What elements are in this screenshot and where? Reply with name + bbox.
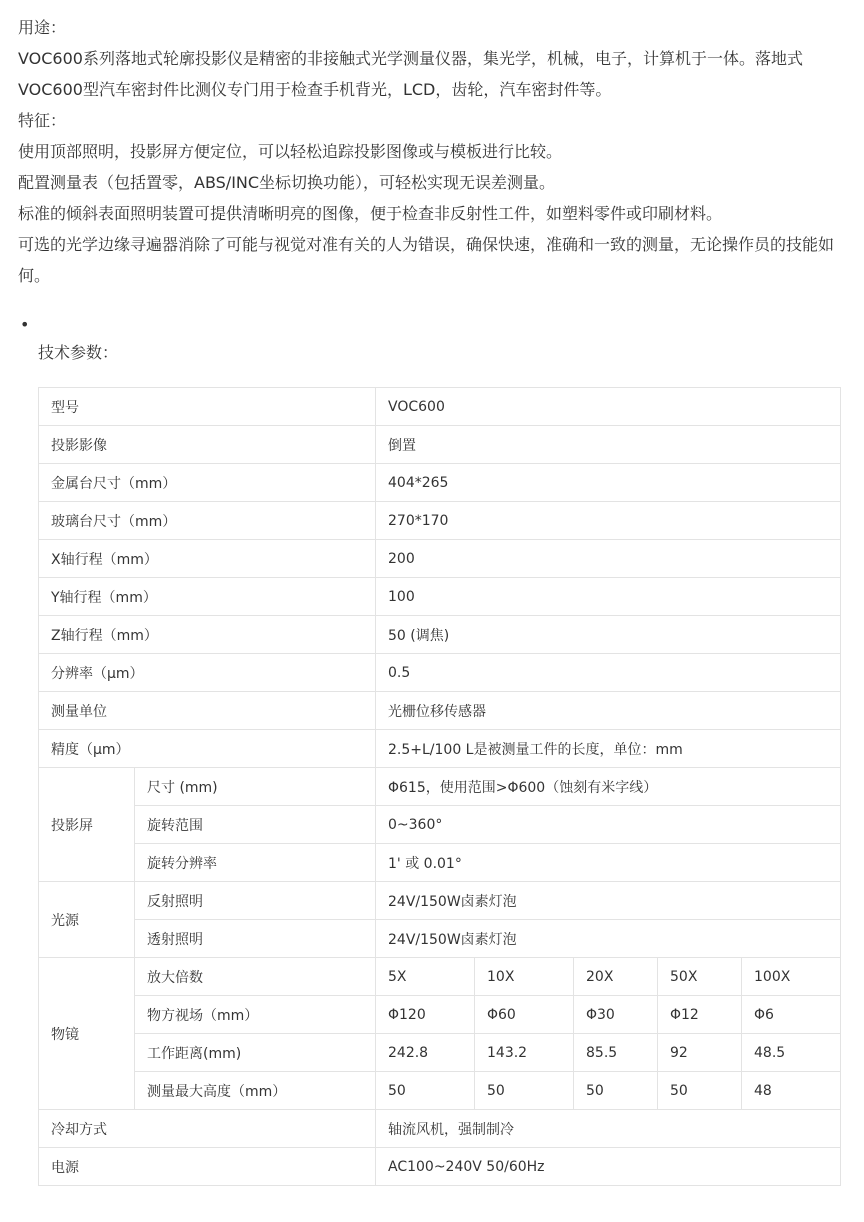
- table-row: [39, 768, 841, 806]
- table-row: [39, 616, 841, 654]
- spec-value: 光栅位移传感器: [376, 692, 841, 730]
- table-row: [39, 692, 841, 730]
- table-row: [39, 730, 841, 768]
- spec-value: Φ30: [574, 996, 658, 1034]
- spec-label: 电源: [39, 1148, 376, 1186]
- table-row: [39, 844, 841, 882]
- spec-value: 20X: [574, 958, 658, 996]
- table-row: [39, 1110, 841, 1148]
- usage-heading: 用途：: [18, 18, 67, 37]
- spec-label: 冷却方式: [39, 1110, 376, 1148]
- spec-value: 24V/150W卤素灯泡: [376, 920, 841, 958]
- spec-label: 测量单位: [39, 692, 376, 730]
- spec-value: 50: [658, 1072, 742, 1110]
- spec-group-label: 物镜: [39, 958, 135, 1110]
- feature-item: 标准的倾斜表面照明装置可提供清晰明亮的图像，便于检查非反射性工件，如塑料零件或印刷材料。: [18, 204, 723, 223]
- spec-value: 10X: [475, 958, 574, 996]
- spec-group-label: 投影屏: [39, 768, 135, 882]
- table-row: [39, 654, 841, 692]
- table-row: [39, 426, 841, 464]
- spec-label: 反射照明: [135, 882, 376, 920]
- spec-value: 轴流风机，强制制冷: [376, 1110, 841, 1148]
- spec-label: 金属台尺寸（mm）: [39, 464, 376, 502]
- spec-section: [18, 311, 846, 367]
- spec-value: Φ120: [376, 996, 475, 1034]
- spec-label: 旋转范围: [135, 806, 376, 844]
- spec-value: 50: [376, 1072, 475, 1110]
- spec-value: 50X: [658, 958, 742, 996]
- spec-value: 50: [475, 1072, 574, 1110]
- bullet-icon: •: [20, 315, 30, 334]
- spec-label: 分辨率（μm）: [39, 654, 376, 692]
- spec-table: [38, 387, 841, 1186]
- spec-value: 50 (调焦): [376, 616, 841, 654]
- spec-label: 尺寸 (mm): [135, 768, 376, 806]
- spec-value: 143.2: [475, 1034, 574, 1072]
- spec-label: 型号: [39, 388, 376, 426]
- features-heading: 特征：: [18, 111, 67, 130]
- spec-value: 2.5+L/100 L是被测量工件的长度，单位：mm: [376, 730, 841, 768]
- spec-label: Y轴行程（mm）: [39, 578, 376, 616]
- spec-value: AC100~240V 50/60Hz: [376, 1148, 841, 1186]
- spec-value: 0~360°: [376, 806, 841, 844]
- feature-item: 配置测量表（包括置零，ABS/INC坐标切换功能），可轻松实现无误差测量。: [18, 173, 556, 192]
- table-row: [39, 882, 841, 920]
- spec-value: Φ12: [658, 996, 742, 1034]
- spec-value: 242.8: [376, 1034, 475, 1072]
- spec-label: 放大倍数: [135, 958, 376, 996]
- spec-value: 5X: [376, 958, 475, 996]
- spec-value: 404*265: [376, 464, 841, 502]
- spec-label: 投影影像: [39, 426, 376, 464]
- spec-value: 200: [376, 540, 841, 578]
- usage-text: VOC600系列落地式轮廓投影仪是精密的非接触式光学测量仪器，集光学，机械，电子，计算机于一体。落地式VOC600型汽车密封件比测仪专门用于检查手机背光，LCD，齿轮，汽车密封件等。: [18, 49, 803, 99]
- spec-value: 48: [742, 1072, 841, 1110]
- spec-label: Z轴行程（mm）: [39, 616, 376, 654]
- spec-label: 物方视场（mm）: [135, 996, 376, 1034]
- spec-title: 技术参数：: [38, 343, 119, 362]
- table-row: [39, 1148, 841, 1186]
- spec-value: Φ615，使用范围>Φ600（蚀刻有米字线）: [376, 768, 841, 806]
- table-row: [39, 464, 841, 502]
- spec-value: 270*170: [376, 502, 841, 540]
- spec-value: 85.5: [574, 1034, 658, 1072]
- spec-value: 24V/150W卤素灯泡: [376, 882, 841, 920]
- table-row: [39, 388, 841, 426]
- spec-value: 0.5: [376, 654, 841, 692]
- table-row: [39, 1034, 841, 1072]
- table-row: [39, 1072, 841, 1110]
- table-row: [39, 920, 841, 958]
- table-row: [39, 958, 841, 996]
- table-row: [39, 996, 841, 1034]
- spec-label: X轴行程（mm）: [39, 540, 376, 578]
- table-row: [39, 502, 841, 540]
- spec-value: 50: [574, 1072, 658, 1110]
- table-row: [39, 578, 841, 616]
- spec-value: 100X: [742, 958, 841, 996]
- spec-label: 工作距离(mm): [135, 1034, 376, 1072]
- spec-value: 100: [376, 578, 841, 616]
- spec-label: 测量最大高度（mm）: [135, 1072, 376, 1110]
- spec-label: 旋转分辨率: [135, 844, 376, 882]
- spec-value: 1' 或 0.01°: [376, 844, 841, 882]
- spec-value: Φ60: [475, 996, 574, 1034]
- spec-value: 48.5: [742, 1034, 841, 1072]
- spec-value: 倒置: [376, 426, 841, 464]
- spec-label: 透射照明: [135, 920, 376, 958]
- spec-value: Φ6: [742, 996, 841, 1034]
- spec-label: 精度（μm）: [39, 730, 376, 768]
- feature-item: 可选的光学边缘寻遍器消除了可能与视觉对准有关的人为错误，确保快速，准确和一致的测量，无论操作员的技能如何。: [18, 235, 835, 285]
- spec-value: 92: [658, 1034, 742, 1072]
- table-row: [39, 806, 841, 844]
- spec-value: VOC600: [376, 388, 841, 426]
- spec-label: 玻璃台尺寸（mm）: [39, 502, 376, 540]
- table-row: [39, 540, 841, 578]
- spec-group-label: 光源: [39, 882, 135, 958]
- feature-item: 使用顶部照明，投影屏方便定位，可以轻松追踪投影图像或与模板进行比较。: [18, 142, 563, 161]
